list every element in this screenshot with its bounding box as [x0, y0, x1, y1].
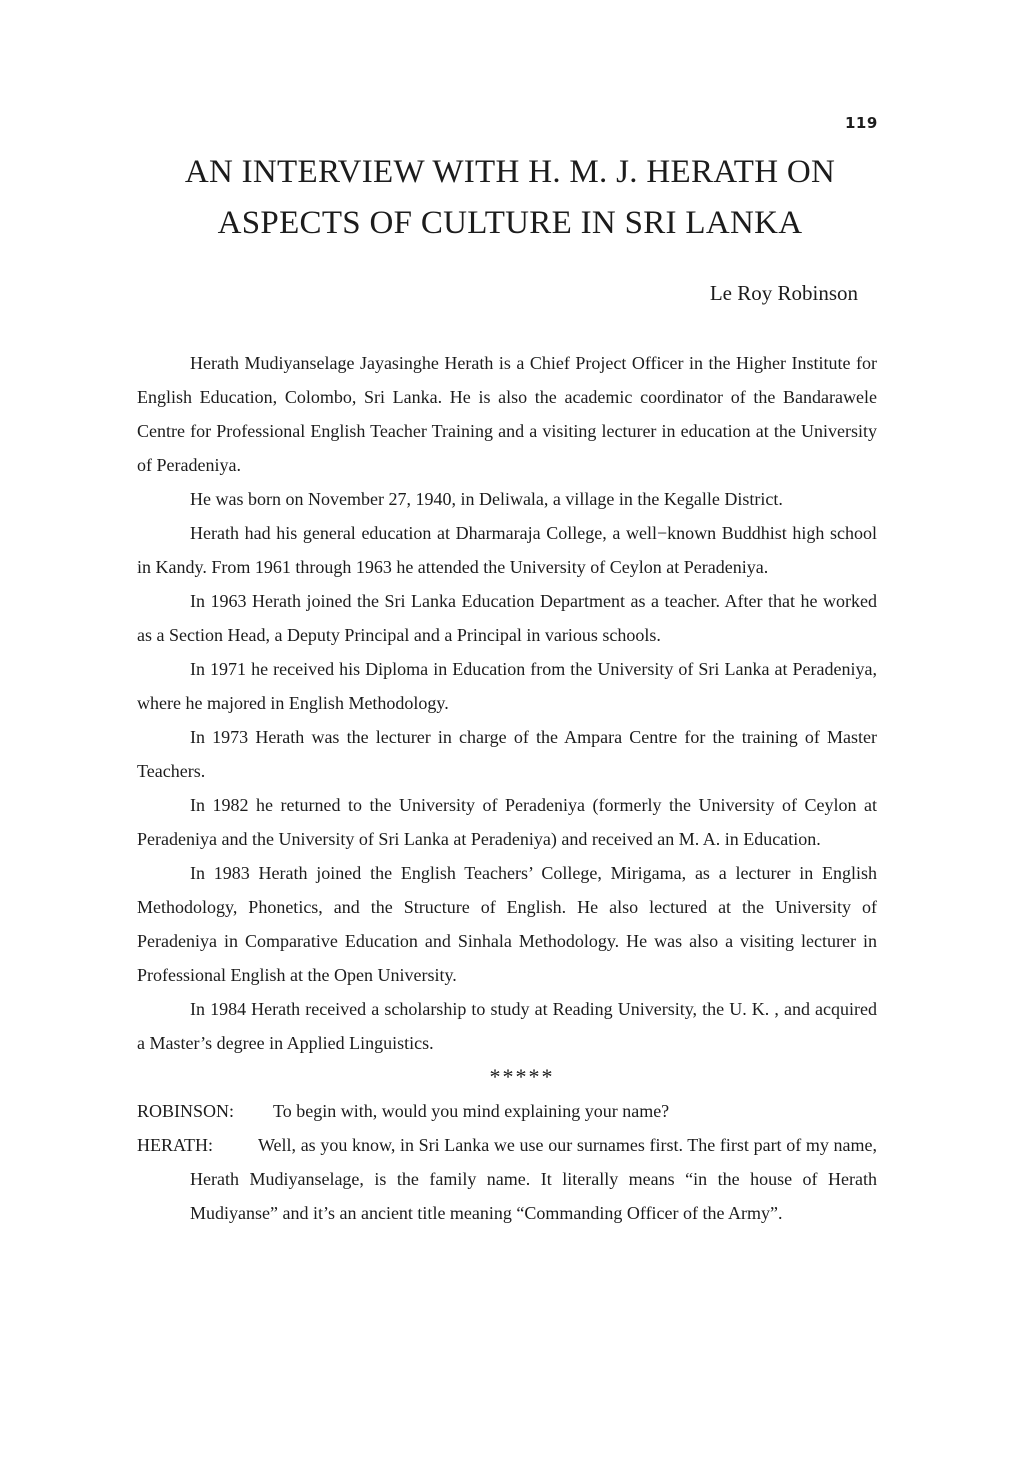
- paragraph: In 1971 he received his Diploma in Education from the University of Sri Lanka at Peradeniya, where he majored in English Methodology.: [137, 659, 877, 713]
- dialogue-entry: [137, 1128, 877, 1230]
- paragraph: In 1983 Herath joined the English Teachers’ College, Mirigama, as a lecturer in English Methodology, Phonetics, and the Structure of English. He also lectured at the University of Peradeniya in Comparative Education and Sinhala Methodology. He was also a visiting lecturer in Professional English at the Open University.: [137, 863, 877, 985]
- title-line-2: ASPECTS OF CULTURE IN SRI LANKA: [217, 205, 803, 241]
- section-separator: *****: [489, 1064, 555, 1089]
- paragraph: In 1982 he returned to the University of Peradeniya (formerly the University of Ceylon at Peradeniya and the University of Sri Lanka at Peradeniya) and received an M. A. in Education.: [137, 795, 877, 849]
- paragraph: In 1984 Herath received a scholarship to study at Reading University, the U. K. , and acquired a Master’s degree in Applied Linguistics.: [137, 999, 877, 1053]
- paragraph: In 1973 Herath was the lecturer in charge of the Ampara Centre for the training of Master Teachers.: [137, 727, 877, 781]
- paragraph: Herath had his general education at Dharmaraja College, a well−known Buddhist high school in Kandy. From 1961 through 1963 he attended the University of Ceylon at Peradeniya.: [137, 523, 877, 577]
- paragraph: In 1963 Herath joined the Sri Lanka Education Department as a teacher. After that he worked as a Section Head, a Deputy Principal and a Principal in various schools.: [137, 591, 877, 645]
- title-line-1: AN INTERVIEW WITH H. M. J. HERATH ON: [184, 154, 836, 190]
- paragraph: He was born on November 27, 1940, in Deliwala, a village in the Kegalle District.: [190, 489, 783, 509]
- speaker-label: ROBINSON:: [137, 1101, 235, 1121]
- page-number: 119: [845, 114, 878, 132]
- article-body: [137, 346, 877, 1230]
- dialogue-text: Well, as you know, in Sri Lanka we use our surnames first. The first part of my name, Herath Mudiyanselage, is the family name. It literally means “in the house of Herath Mudiyanse” and it’s an ancient title meaning “Commanding Officer of the Army”.: [190, 1135, 877, 1223]
- dialogue-text: To begin with, would you mind explaining your name?: [273, 1101, 670, 1121]
- paragraph: Herath Mudiyanselage Jayasinghe Herath is a Chief Project Officer in the Higher Institute for English Education, Colombo, Sri Lanka. He is also the academic coordinator of the Bandarawele Centre for Professional English Teacher Training and a visiting lecturer in education at the University of Peradeniya.: [137, 353, 877, 475]
- dialogue-entry: [137, 1094, 877, 1128]
- author-name: Le Roy Robinson: [709, 281, 858, 305]
- speaker-label: HERATH:: [137, 1135, 213, 1155]
